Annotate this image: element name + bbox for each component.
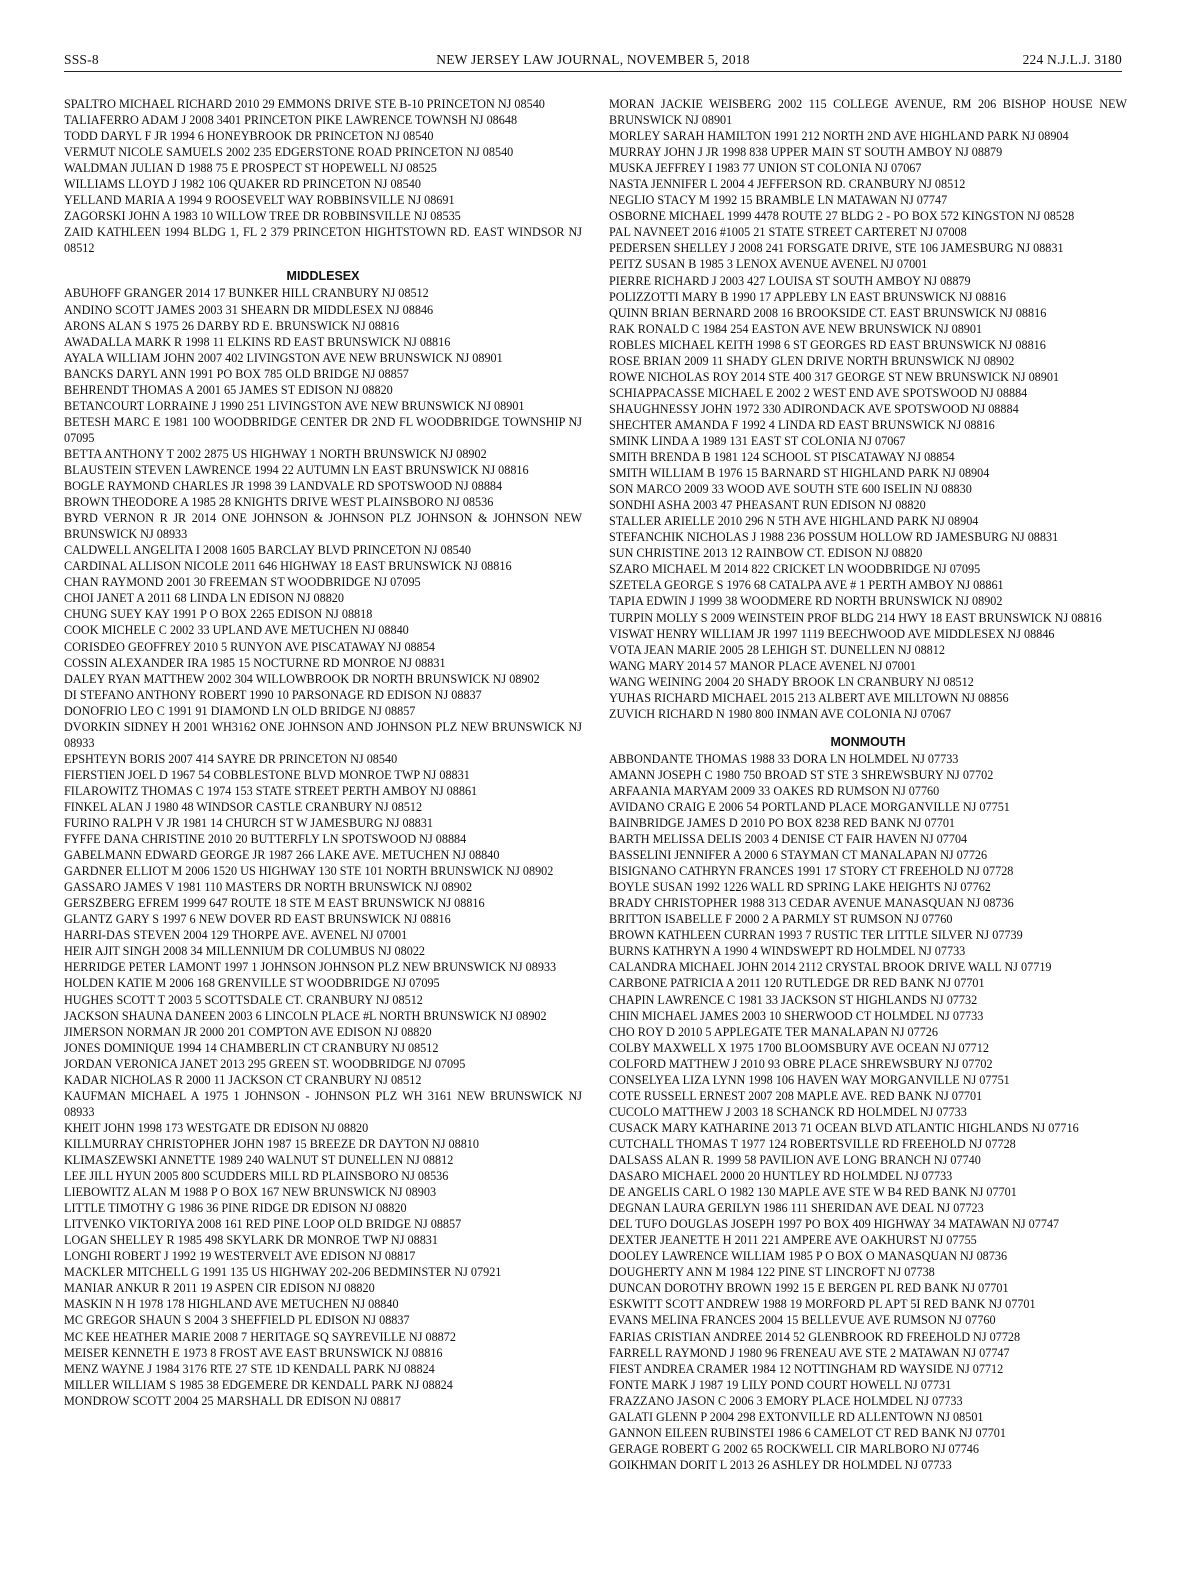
attorney-entry: DONOFRIO LEO C 1991 91 DIAMOND LN OLD BRIDGE NJ 08857 — [64, 703, 416, 718]
attorney-entry: HEIR AJIT SINGH 2008 34 MILLENNIUM DR COLUMBUS NJ 08022 — [64, 944, 426, 959]
attorney-entry: ARFAANIA MARYAM 2009 33 OAKES RD RUMSON NJ 07760 — [609, 783, 940, 798]
attorney-entry: GASSARO JAMES V 1981 110 MASTERS DR NORTH BRUNSWICK NJ 08902 — [64, 880, 473, 895]
attorney-entry: MURRAY JOHN J JR 1998 838 UPPER MAIN ST SOUTH AMBOY NJ 08879 — [609, 145, 1003, 160]
attorney-entry: BANCKS DARYL ANN 1991 PO BOX 785 OLD BRIDGE NJ 08857 — [64, 366, 409, 381]
attorney-entry: MC KEE HEATHER MARIE 2008 7 HERITAGE SQ SAYREVILLE NJ 08872 — [64, 1329, 456, 1344]
attorney-entry: DALEY RYAN MATTHEW 2002 304 WILLOWBROOK DR NORTH BRUNSWICK NJ 08902 — [64, 671, 540, 686]
attorney-entry: LITVENKO VIKTORIYA 2008 161 RED PINE LOOP OLD BRIDGE NJ 08857 — [64, 1217, 462, 1232]
attorney-entry: COLFORD MATTHEW J 2010 93 OBRE PLACE SHREWSBURY NJ 07702 — [609, 1056, 993, 1071]
attorney-entry: SCHIAPPACASSE MICHAEL E 2002 2 WEST END AVE SPOTSWOOD NJ 08884 — [609, 385, 1028, 400]
attorney-entry: KLIMASZEWSKI ANNETTE 1989 240 WALNUT ST DUNELLEN NJ 08812 — [64, 1153, 454, 1167]
attorney-entry: BAINBRIDGE JAMES D 2010 PO BOX 8238 RED BANK NJ 07701 — [609, 816, 956, 831]
attorney-entry: MC GREGOR SHAUN S 2004 3 SHEFFIELD PL EDISON NJ 08837 — [64, 1313, 410, 1328]
monmouth-list — [609, 751, 1127, 1473]
attorney-entry: COTE RUSSELL ERNEST 2007 208 MAPLE AVE. RED BANK NJ 07701 — [609, 1088, 983, 1103]
attorney-entry: BRADY CHRISTOPHER 1988 313 CEDAR AVENUE MANASQUAN NJ 08736 — [609, 896, 1014, 911]
attorney-entry: TAPIA EDWIN J 1999 38 WOODMERE RD NORTH BRUNSWICK NJ 08902 — [609, 594, 1003, 609]
attorney-entry: MUSKA JEFFREY I 1983 77 UNION ST COLONIA NJ 07067 — [609, 161, 922, 176]
attorney-entry: JONES DOMINIQUE 1994 14 CHAMBERLIN CT CRANBURY NJ 08512 — [64, 1040, 439, 1055]
attorney-entry: BROWN THEODORE A 1985 28 KNIGHTS DRIVE WEST PLAINSBORO NJ 08536 — [64, 495, 494, 510]
attorney-entry: DUNCAN DOROTHY BROWN 1992 15 E BERGEN PL RED BANK NJ 07701 — [609, 1281, 1009, 1296]
attorney-entry: GANNON EILEEN RUBINSTEI 1986 6 CAMELOT CT RED BANK NJ 07701 — [609, 1425, 1006, 1440]
attorney-entry: SZETELA GEORGE S 1976 68 CATALPA AVE # 1 PERTH AMBOY NJ 08861 — [609, 578, 1004, 593]
attorney-entry: AWADALLA MARK R 1998 11 ELKINS RD EAST BRUNSWICK NJ 08816 — [64, 334, 451, 349]
attorney-entry: BRITTON ISABELLE F 2000 2 A PARMLY ST RUMSON NJ 07760 — [609, 912, 953, 927]
page-number: SSS-8 — [64, 52, 99, 67]
attorney-entry: HUGHES SCOTT T 2003 5 SCOTTSDALE CT. CRANBURY NJ 08512 — [64, 992, 423, 1007]
attorney-entry: FIERSTIEN JOEL D 1967 54 COBBLESTONE BLVD MONROE TWP NJ 08831 — [64, 767, 470, 782]
attorney-entry: ROBLES MICHAEL KEITH 1998 6 ST GEORGES RD EAST BRUNSWICK NJ 08816 — [609, 337, 1046, 352]
attorney-entry: FARRELL RAYMOND J 1980 96 FRENEAU AVE STE 2 MATAWAN NJ 07747 — [609, 1345, 1010, 1360]
attorney-entry: MORAN JACKIE WEISBERG 2002 115 COLLEGE AVENUE, RM 206 BISHOP HOUSE NEW BRUNSWICK NJ 08901 — [609, 97, 1127, 128]
attorney-entry: KILLMURRAY CHRISTOPHER JOHN 1987 15 BREEZE DR DAYTON NJ 08810 — [64, 1136, 479, 1151]
attorney-entry: CHUNG SUEY KAY 1991 P O BOX 2265 EDISON NJ 08818 — [64, 607, 373, 622]
attorney-entry: VERMUT NICOLE SAMUELS 2002 235 EDGERSTONE ROAD PRINCETON NJ 08540 — [64, 145, 514, 160]
attorney-entry: YELLAND MARIA A 1994 9 ROOSEVELT WAY ROBBINSVILLE NJ 08691 — [64, 193, 455, 208]
attorney-entry: WALDMAN JULIAN D 1988 75 E PROSPECT ST HOPEWELL NJ 08525 — [64, 161, 437, 176]
attorney-entry: SMITH BRENDA B 1981 124 SCHOOL ST PISCATAWAY NJ 08854 — [609, 450, 955, 465]
publication-line: NEW JERSEY LAW JOURNAL, NOVEMBER 5, 2018 — [436, 52, 750, 67]
attorney-entry: COOK MICHELE C 2002 33 UPLAND AVE METUCHEN NJ 08840 — [64, 623, 409, 638]
attorney-entry: LONGHI ROBERT J 1992 19 WESTERVELT AVE EDISON NJ 08817 — [64, 1249, 416, 1264]
attorney-entry: CALANDRA MICHAEL JOHN 2014 2112 CRYSTAL BROOK DRIVE WALL NJ 07719 — [609, 960, 1052, 975]
attorney-entry: FONTE MARK J 1987 19 LILY POND COURT HOWELL NJ 07731 — [609, 1377, 952, 1392]
listing-columns — [64, 96, 1127, 1566]
attorney-entry: MANIAR ANKUR R 2011 19 ASPEN CIR EDISON NJ 08820 — [64, 1281, 375, 1296]
attorney-entry: VOTA JEAN MARIE 2005 28 LEHIGH ST. DUNELLEN NJ 08812 — [609, 642, 945, 657]
header-rule — [64, 71, 1122, 72]
attorney-entry: SON MARCO 2009 33 WOOD AVE SOUTH STE 600 ISELIN NJ 08830 — [609, 482, 972, 497]
attorney-entry: FURINO RALPH V JR 1981 14 CHURCH ST W JAMESBURG NJ 08831 — [64, 816, 433, 831]
attorney-entry: BYRD VERNON R JR 2014 ONE JOHNSON & JOHNSON PLZ JOHNSON & JOHNSON NEW BRUNSWICK NJ 08933 — [64, 511, 582, 542]
attorney-entry: SONDHI ASHA 2003 47 PHEASANT RUN EDISON NJ 08820 — [609, 498, 926, 513]
attorney-entry: AYALA WILLIAM JOHN 2007 402 LIVINGSTON AVE NEW BRUNSWICK NJ 08901 — [64, 350, 503, 365]
attorney-entry: ROWE NICHOLAS ROY 2014 STE 400 317 GEORGE ST NEW BRUNSWICK NJ 08901 — [609, 369, 1060, 384]
middlesex-list — [64, 285, 582, 1408]
attorney-entry: CONSELYEA LIZA LYNN 1998 106 HAVEN WAY MORGANVILLE NJ 07751 — [609, 1072, 1010, 1087]
attorney-entry: MACKLER MITCHELL G 1991 135 US HIGHWAY 202-206 BEDMINSTER NJ 07921 — [64, 1265, 502, 1280]
attorney-entry: MORLEY SARAH HAMILTON 1991 212 NORTH 2ND AVE HIGHLAND PARK NJ 08904 — [609, 129, 1069, 144]
attorney-entry: AMANN JOSEPH C 1980 750 BROAD ST STE 3 SHREWSBURY NJ 07702 — [609, 767, 994, 782]
attorney-entry: JORDAN VERONICA JANET 2013 295 GREEN ST. WOODBRIDGE NJ 07095 — [64, 1056, 466, 1071]
attorney-entry: POLIZZOTTI MARY B 1990 17 APPLEBY LN EAST BRUNSWICK NJ 08816 — [609, 289, 1007, 304]
attorney-entry: JIMERSON NORMAN JR 2000 201 COMPTON AVE EDISON NJ 08820 — [64, 1024, 432, 1039]
attorney-entry: BLAUSTEIN STEVEN LAWRENCE 1994 22 AUTUMN LN EAST BRUNSWICK NJ 08816 — [64, 462, 529, 477]
attorney-entry: CHOI JANET A 2011 68 LINDA LN EDISON NJ 08820 — [64, 591, 344, 606]
attorney-entry: CHAPIN LAWRENCE C 1981 33 JACKSON ST HIGHLANDS NJ 07732 — [609, 992, 978, 1007]
attorney-entry: VISWAT HENRY WILLIAM JR 1997 1119 BEECHWOOD AVE MIDDLESEX NJ 08846 — [609, 626, 1055, 641]
attorney-entry: FARIAS CRISTIAN ANDREE 2014 52 GLENBROOK RD FREEHOLD NJ 07728 — [609, 1329, 1021, 1344]
attorney-entry: WANG WEINING 2004 20 SHADY BROOK LN CRANBURY NJ 08512 — [609, 674, 974, 689]
attorney-entry: NEGLIO STACY M 1992 15 BRAMBLE LN MATAWAN NJ 07747 — [609, 193, 948, 208]
attorney-entry: TALIAFERRO ADAM J 2008 3401 PRINCETON PIKE LAWRENCE TOWNSH NJ 08648 — [64, 113, 518, 128]
attorney-entry: DOUGHERTY ANN M 1984 122 PINE ST LINCROFT NJ 07738 — [609, 1265, 935, 1280]
attorney-entry: LOGAN SHELLEY R 1985 498 SKYLARK DR MONROE TWP NJ 08831 — [64, 1233, 438, 1248]
section-heading-monmouth: MONMOUTH — [830, 734, 906, 749]
attorney-entry: SHECHTER AMANDA F 1992 4 LINDA RD EAST BRUNSWICK NJ 08816 — [609, 417, 995, 432]
attorney-entry: BROWN KATHLEEN CURRAN 1993 7 RUSTIC TER LITTLE SILVER NJ 07739 — [609, 928, 1023, 943]
attorney-entry: DALSASS ALAN R. 1999 58 PAVILION AVE LONG BRANCH NJ 07740 — [609, 1153, 981, 1167]
attorney-entry: DOOLEY LAWRENCE WILLIAM 1985 P O BOX O MANASQUAN NJ 08736 — [609, 1249, 1008, 1264]
attorney-entry: KHEIT JOHN 1998 173 WESTGATE DR EDISON NJ 08820 — [64, 1120, 369, 1135]
attorney-entry: ZAGORSKI JOHN A 1983 10 WILLOW TREE DR ROBBINSVILLE NJ 08535 — [64, 209, 461, 224]
attorney-entry: MASKIN N H 1978 178 HIGHLAND AVE METUCHEN NJ 08840 — [64, 1297, 399, 1312]
attorney-entry: FYFFE DANA CHRISTINE 2010 20 BUTTERFLY LN SPOTSWOOD NJ 08884 — [64, 832, 467, 847]
attorney-entry: DI STEFANO ANTHONY ROBERT 1990 10 PARSONAGE RD EDISON NJ 08837 — [64, 687, 482, 702]
attorney-entry: FILAROWITZ THOMAS C 1974 153 STATE STREET PERTH AMBOY NJ 08861 — [64, 783, 478, 798]
attorney-entry: LIEBOWITZ ALAN M 1988 P O BOX 167 NEW BRUNSWICK NJ 08903 — [64, 1185, 437, 1200]
attorney-entry: BOGLE RAYMOND CHARLES JR 1998 39 LANDVALE RD SPOTSWOOD NJ 08884 — [64, 479, 503, 494]
attorney-entry: CHO ROY D 2010 5 APPLEGATE TER MANALAPAN NJ 07726 — [609, 1024, 938, 1039]
attorney-entry: BASSELINI JENNIFER A 2000 6 STAYMAN CT MANALAPAN NJ 07726 — [609, 848, 988, 863]
attorney-entry: LITTLE TIMOTHY G 1986 36 PINE RIDGE DR EDISON NJ 08820 — [64, 1201, 407, 1216]
attorney-entry: GOIKHMAN DORIT L 2013 26 ASHLEY DR HOLMDEL NJ 07733 — [609, 1457, 952, 1472]
left-column — [64, 96, 582, 1409]
attorney-entry: ANDINO SCOTT JAMES 2003 31 SHEARN DR MIDDLESEX NJ 08846 — [64, 302, 434, 317]
citation: 224 N.J.L.J. 3180 — [1022, 52, 1122, 67]
attorney-entry: KADAR NICHOLAS R 2000 11 JACKSON CT CRANBURY NJ 08512 — [64, 1072, 422, 1087]
attorney-entry: GALATI GLENN P 2004 298 EXTONVILLE RD ALLENTOWN NJ 08501 — [609, 1409, 984, 1424]
attorney-entry: HARRI-DAS STEVEN 2004 129 THORPE AVE. AVENEL NJ 07001 — [64, 928, 408, 943]
attorney-entry: BARTH MELISSA DELIS 2003 4 DENISE CT FAIR HAVEN NJ 07704 — [609, 832, 968, 847]
attorney-entry: PIERRE RICHARD J 2003 427 LOUISA ST SOUTH AMBOY NJ 08879 — [609, 273, 971, 288]
attorney-entry: HERRIDGE PETER LAMONT 1997 1 JOHNSON JOHNSON PLZ NEW BRUNSWICK NJ 08933 — [64, 960, 557, 975]
attorney-entry: DEL TUFO DOUGLAS JOSEPH 1997 PO BOX 409 HIGHWAY 34 MATAWAN NJ 07747 — [609, 1217, 1060, 1232]
attorney-entry: AVIDANO CRAIG E 2006 54 PORTLAND PLACE MORGANVILLE NJ 07751 — [609, 799, 1010, 814]
attorney-entry: DEXTER JEANETTE H 2011 221 AMPERE AVE OAKHURST NJ 07755 — [609, 1233, 977, 1248]
attorney-entry: QUINN BRIAN BERNARD 2008 16 BROOKSIDE CT. EAST BRUNSWICK NJ 08816 — [609, 305, 1047, 320]
attorney-entry: GLANTZ GARY S 1997 6 NEW DOVER RD EAST BRUNSWICK NJ 08816 — [64, 912, 451, 927]
attorney-entry: RAK RONALD C 1984 254 EASTON AVE NEW BRUNSWICK NJ 08901 — [609, 321, 983, 336]
attorney-entry: FINKEL ALAN J 1980 48 WINDSOR CASTLE CRANBURY NJ 08512 — [64, 799, 423, 814]
attorney-entry: STEFANCHIK NICHOLAS J 1988 236 POSSUM HOLLOW RD JAMESBURG NJ 08831 — [609, 530, 1059, 545]
right-continued-list — [609, 96, 1127, 722]
attorney-entry: FIEST ANDREA CRAMER 1984 12 NOTTINGHAM RD WAYSIDE NJ 07712 — [609, 1361, 1004, 1376]
attorney-entry: ROSE BRIAN 2009 11 SHADY GLEN DRIVE NORTH BRUNSWICK NJ 08902 — [609, 353, 1015, 368]
attorney-entry: BEHRENDT THOMAS A 2001 65 JAMES ST EDISON NJ 08820 — [64, 382, 393, 397]
attorney-entry: CUSACK MARY KATHARINE 2013 71 OCEAN BLVD ATLANTIC HIGHLANDS NJ 07716 — [609, 1120, 1079, 1135]
attorney-entry: DEGNAN LAURA GERILYN 1986 111 SHERIDAN AVE DEAL NJ 07723 — [609, 1201, 984, 1216]
attorney-entry: PAL NAVNEET 2016 #1005 21 STATE STREET CARTERET NJ 07008 — [609, 225, 967, 240]
attorney-entry: CHAN RAYMOND 2001 30 FREEMAN ST WOODBRIDGE NJ 07095 — [64, 575, 421, 590]
attorney-entry: SHAUGHNESSY JOHN 1972 330 ADIRONDACK AVE SPOTSWOOD NJ 08884 — [609, 401, 1019, 416]
attorney-entry: SPALTRO MICHAEL RICHARD 2010 29 EMMONS DRIVE STE B-10 PRINCETON NJ 08540 — [64, 97, 545, 111]
left-continued-list — [64, 96, 582, 256]
attorney-entry: ABBONDANTE THOMAS 1988 33 DORA LN HOLMDEL NJ 07733 — [609, 751, 959, 766]
attorney-entry: CUTCHALL THOMAS T 1977 124 ROBERTSVILLE RD FREEHOLD NJ 07728 — [609, 1136, 1016, 1151]
attorney-entry: CHIN MICHAEL JAMES 2003 10 SHERWOOD CT HOLMDEL NJ 07733 — [609, 1008, 984, 1023]
attorney-entry: MILLER WILLIAM S 1985 38 EDGEMERE DR KENDALL PARK NJ 08824 — [64, 1377, 453, 1392]
attorney-entry: TURPIN MOLLY S 2009 WEINSTEIN PROF BLDG 214 HWY 18 EAST BRUNSWICK NJ 08816 — [609, 610, 1102, 625]
attorney-entry: CORISDEO GEOFFREY 2010 5 RUNYON AVE PISCATAWAY NJ 08854 — [64, 639, 435, 654]
attorney-entry: DASARO MICHAEL 2000 20 HUNTLEY RD HOLMDEL NJ 07733 — [609, 1169, 953, 1184]
attorney-entry: NASTA JENNIFER L 2004 4 JEFFERSON RD. CRANBURY NJ 08512 — [609, 177, 966, 192]
attorney-entry: MENZ WAYNE J 1984 3176 RTE 27 STE 1D KENDALL PARK NJ 08824 — [64, 1361, 435, 1376]
attorney-entry: ZUVICH RICHARD N 1980 800 INMAN AVE COLONIA NJ 07067 — [609, 706, 952, 721]
attorney-entry: EPSHTEYN BORIS 2007 414 SAYRE DR PRINCETON NJ 08540 — [64, 751, 398, 766]
attorney-entry: DE ANGELIS CARL O 1982 130 MAPLE AVE STE W B4 RED BANK NJ 07701 — [609, 1185, 1017, 1200]
attorney-entry: MEISER KENNETH E 1973 8 FROST AVE EAST BRUNSWICK NJ 08816 — [64, 1345, 443, 1360]
attorney-entry: STALLER ARIELLE 2010 296 N 5TH AVE HIGHLAND PARK NJ 08904 — [609, 514, 979, 529]
attorney-entry: KAUFMAN MICHAEL A 1975 1 JOHNSON - JOHNSON PLZ WH 3161 NEW BRUNSWICK NJ 08933 — [64, 1088, 582, 1119]
attorney-entry: LEE JILL HYUN 2005 800 SCUDDERS MILL RD PLAINSBORO NJ 08536 — [64, 1169, 449, 1184]
attorney-entry: GABELMANN EDWARD GEORGE JR 1987 266 LAKE AVE. METUCHEN NJ 08840 — [64, 848, 500, 863]
attorney-entry: CUCOLO MATTHEW J 2003 18 SCHANCK RD HOLMDEL NJ 07733 — [609, 1104, 967, 1119]
attorney-entry: ABUHOFF GRANGER 2014 17 BUNKER HILL CRANBURY NJ 08512 — [64, 286, 429, 301]
attorney-entry: GERSZBERG EFREM 1999 647 ROUTE 18 STE M EAST BRUNSWICK NJ 08816 — [64, 896, 485, 911]
attorney-entry: DVORKIN SIDNEY H 2001 WH3162 ONE JOHNSON AND JOHNSON PLZ NEW BRUNSWICK NJ 08933 — [64, 719, 582, 750]
attorney-entry: HOLDEN KATIE M 2006 168 GRENVILLE ST WOODBRIDGE NJ 07095 — [64, 976, 440, 991]
attorney-entry: EVANS MELINA FRANCES 2004 15 BELLEVUE AVE RUMSON NJ 07760 — [609, 1313, 996, 1328]
attorney-entry: SUN CHRISTINE 2013 12 RAINBOW CT. EDISON NJ 08820 — [609, 546, 923, 561]
attorney-entry: TODD DARYL F JR 1994 6 HONEYBROOK DR PRINCETON NJ 08540 — [64, 129, 434, 144]
attorney-entry: YUHAS RICHARD MICHAEL 2015 213 ALBERT AVE MILLTOWN NJ 08856 — [609, 690, 1009, 705]
attorney-entry: BETESH MARC E 1981 100 WOODBRIDGE CENTER DR 2ND FL WOODBRIDGE TOWNSHIP NJ 07095 — [64, 414, 582, 445]
page-header — [64, 52, 1122, 70]
attorney-entry: BOYLE SUSAN 1992 1226 WALL RD SPRING LAKE HEIGHTS NJ 07762 — [609, 880, 991, 895]
attorney-entry: OSBORNE MICHAEL 1999 4478 ROUTE 27 BLDG 2 - PO BOX 572 KINGSTON NJ 08528 — [609, 209, 1075, 224]
attorney-entry: COLBY MAXWELL X 1975 1700 BLOOMSBURY AVE OCEAN NJ 07712 — [609, 1040, 989, 1055]
attorney-entry: COSSIN ALEXANDER IRA 1985 15 NOCTURNE RD MONROE NJ 08831 — [64, 655, 446, 670]
attorney-entry: SZARO MICHAEL M 2014 822 CRICKET LN WOODBRIDGE NJ 07095 — [609, 562, 981, 577]
attorney-entry: WILLIAMS LLOYD J 1982 106 QUAKER RD PRINCETON NJ 08540 — [64, 177, 421, 192]
attorney-entry: BURNS KATHRYN A 1990 4 WINDSWEPT RD HOLMDEL NJ 07733 — [609, 944, 966, 959]
attorney-entry: FRAZZANO JASON C 2006 3 EMORY PLACE HOLMDEL NJ 07733 — [609, 1393, 963, 1408]
attorney-entry: CARBONE PATRICIA A 2011 120 RUTLEDGE DR RED BANK NJ 07701 — [609, 976, 985, 991]
attorney-entry: CARDINAL ALLISON NICOLE 2011 646 HIGHWAY 18 EAST BRUNSWICK NJ 08816 — [64, 559, 512, 574]
attorney-entry: MONDROW SCOTT 2004 25 MARSHALL DR EDISON NJ 08817 — [64, 1393, 401, 1408]
attorney-entry: BETTA ANTHONY T 2002 2875 US HIGHWAY 1 NORTH BRUNSWICK NJ 08902 — [64, 446, 487, 461]
attorney-entry: SMINK LINDA A 1989 131 EAST ST COLONIA NJ 07067 — [609, 433, 906, 448]
attorney-entry: CALDWELL ANGELITA I 2008 1605 BARCLAY BLVD PRINCETON NJ 08540 — [64, 543, 471, 558]
attorney-entry: PEITZ SUSAN B 1985 3 LENOX AVENUE AVENEL NJ 07001 — [609, 257, 928, 272]
right-column — [609, 96, 1127, 1473]
attorney-entry: SMITH WILLIAM B 1976 15 BARNARD ST HIGHLAND PARK NJ 08904 — [609, 466, 990, 481]
attorney-entry: ESKWITT SCOTT ANDREW 1988 19 MORFORD PL APT 5I RED BANK NJ 07701 — [609, 1297, 1036, 1312]
attorney-entry: ZAID KATHLEEN 1994 BLDG 1, FL 2 379 PRINCETON HIGHTSTOWN RD. EAST WINDSOR NJ 08512 — [64, 225, 582, 256]
attorney-entry: JACKSON SHAUNA DANEEN 2003 6 LINCOLN PLACE #L NORTH BRUNSWICK NJ 08902 — [64, 1008, 547, 1023]
attorney-entry: PEDERSEN SHELLEY J 2008 241 FORSGATE DRIVE, STE 106 JAMESBURG NJ 08831 — [609, 241, 1064, 256]
attorney-entry: GARDNER ELLIOT M 2006 1520 US HIGHWAY 130 STE 101 NORTH BRUNSWICK NJ 08902 — [64, 864, 554, 879]
attorney-entry: ARONS ALAN S 1975 26 DARBY RD E. BRUNSWICK NJ 08816 — [64, 318, 400, 333]
attorney-entry: WANG MARY 2014 57 MANOR PLACE AVENEL NJ 07001 — [609, 658, 916, 673]
attorney-entry: GERAGE ROBERT G 2002 65 ROCKWELL CIR MARLBORO NJ 07746 — [609, 1441, 979, 1456]
section-heading-middlesex: MIDDLESEX — [286, 269, 360, 284]
attorney-entry: BETANCOURT LORRAINE J 1990 251 LIVINGSTON AVE NEW BRUNSWICK NJ 08901 — [64, 398, 525, 413]
attorney-entry: BISIGNANO CATHRYN FRANCES 1991 17 STORY CT FREEHOLD NJ 07728 — [609, 864, 1014, 879]
